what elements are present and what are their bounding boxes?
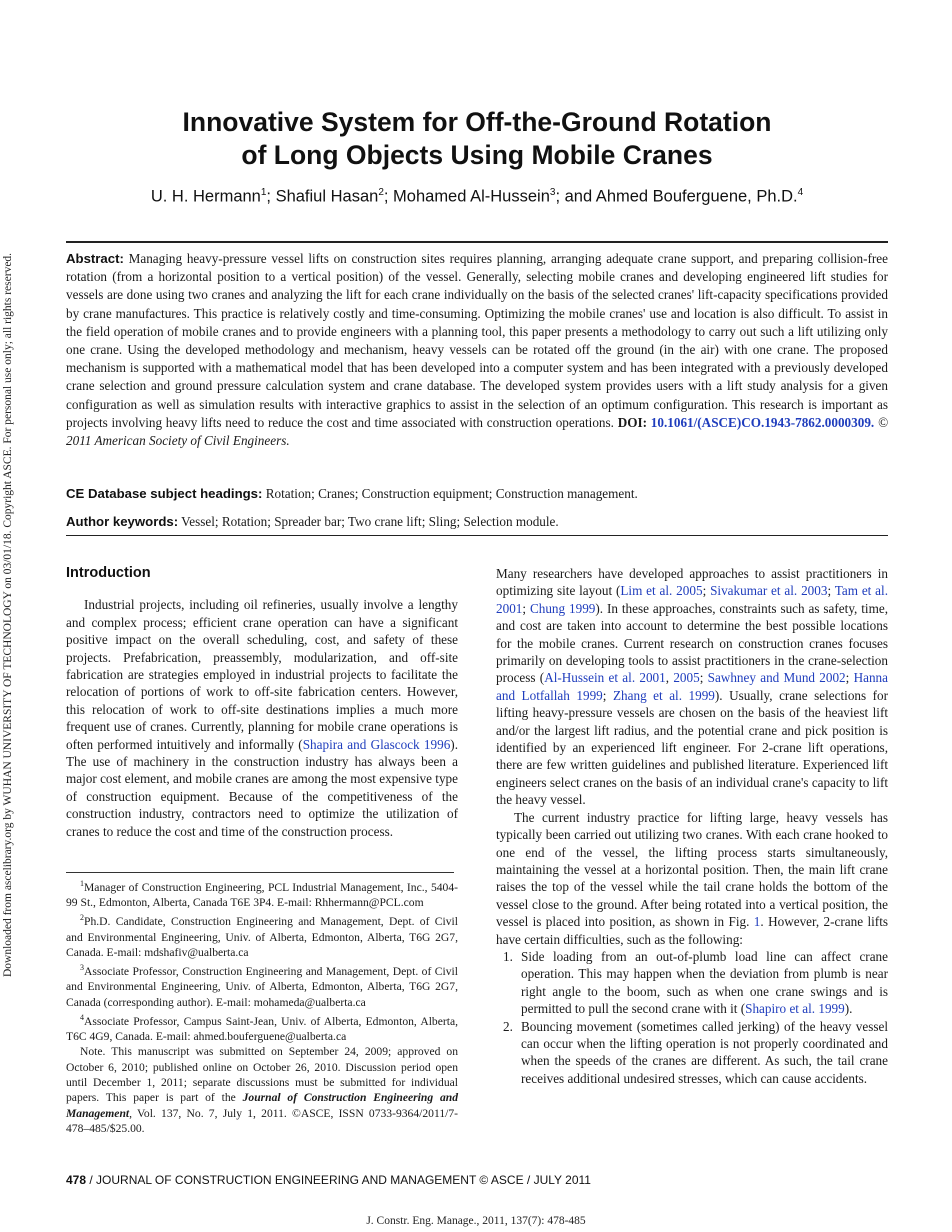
keywords-text: Vessel; Rotation; Spreader bar; Two crane lift; Sling; Selection module. [181, 514, 559, 529]
ref-hanna[interactable]: Hanna and Lotfallah 1999 [496, 670, 888, 703]
footnote-4-num: 4 [80, 1012, 84, 1022]
author-3: ; Mohamed Al-Hussein [383, 187, 550, 206]
abstract-bottom-rule [66, 535, 888, 536]
right-paragraph-1 [496, 565, 888, 809]
footnotes [66, 876, 458, 1136]
ref-shapira-glascock[interactable]: Shapira and Glascock 1996 [302, 736, 451, 752]
introduction-heading: Introduction [66, 565, 151, 581]
right-p1-text-1: Many researchers have developed approaches to assist practitioners in optimizing site layout ( [496, 566, 888, 599]
note-journal: Journal of Construction Engineering and Management [66, 1091, 458, 1120]
list-item [496, 948, 888, 1018]
right-p1-text-3: ). Usually, crane selections for lifting heavy-pressure vessels are chosen on the basis of the heaviest lift and/or the largest lift radius, and the potential crane and pick position is identified by an experienced lift engineer. For 2-crane lift operations, there are few written guidelines and published literature. Experienced lift engineers select cranes on the basis of an individual crane's capacity to lift the heavy vessel. [496, 687, 889, 808]
ref-figure-1[interactable]: 1 [753, 914, 761, 930]
author-keywords [66, 513, 888, 531]
footnote-3-num: 3 [80, 963, 84, 973]
footnote-1 [66, 876, 458, 910]
footnote-1-text: Manager of Construction Engineering, PCL Industrial Management, Inc., 5404-99 St., Edmonton, Alberta, Canada T6E 3P4. E-mail: Rhhermann@PCL.com [66, 880, 458, 910]
author-4: ; and Ahmed Bouferguene, Ph.D. [555, 187, 798, 206]
sep-4: , [665, 670, 674, 686]
ref-zhang[interactable]: Zhang et al. 1999 [612, 687, 715, 703]
sep-3: ; [522, 600, 530, 616]
footnote-3 [66, 960, 458, 1010]
footnote-1-num: 1 [80, 879, 84, 888]
ref-sawhney[interactable]: Sawhney and Mund 2002 [707, 670, 846, 686]
note-text-a: Note. This manuscript was submitted on September 24, 2009; approved on October 6, 2010; published online on October 26, 2010. Discussion period open until December 1, 2011; separate discussions must be submitted for individual papers. This paper is part of the [66, 1045, 458, 1105]
author-2-affil: 2 [378, 187, 384, 198]
author-2: ; Shafiul Hasan [266, 187, 379, 206]
footnote-3-text: Associate Professor, Construction Engineering and Management, Dept. of Civil and Environmental Engineering, Univ. of Alberta, Edmonton, Alberta, T6G 2G7, Canada (corresponding author). E-mail: mohameda@ualberta.ca [66, 965, 458, 1009]
note-text-b: , Vol. 137, No. 7, July 1, 2011. ©ASCE, ISSN 0733-9364/2011/7-478–485/$25.00. [66, 1106, 458, 1135]
page-number: 478 [66, 1173, 87, 1187]
right-p2-text-b: . However, 2-crane lifts have certain difficulties, such as the following: [496, 914, 888, 947]
ce-headings-label: CE Database subject headings: [66, 486, 263, 501]
intro-text-b: ). The use of machinery in the construction industry has always been a major cost element, and mobile cranes are among the most expensive type of construction equipment. Because of the competitiveness of the construction industry, contractors need to optimize the utilization of cranes to reduce the cost and time of the construction process. [66, 736, 458, 839]
sep-1: ; [702, 583, 711, 599]
download-watermark-text: Downloaded from ascelibrary.org by WUHAN UNIVERSITY OF TECHNOLOGY on 03/01/18. Copyright ASCE. For personal use only; all rights reserved. [2, 252, 14, 978]
article-title [66, 106, 888, 172]
title-line-2: of Long Objects Using Mobile Cranes [241, 140, 713, 170]
running-footer-text: / JOURNAL OF CONSTRUCTION ENGINEERING AND MANAGEMENT © ASCE / JULY 2011 [86, 1173, 591, 1187]
running-footer [66, 1173, 888, 1187]
ref-chung[interactable]: Chung 1999 [529, 600, 596, 616]
submission-note [66, 1044, 458, 1136]
copyright-notice: © 2011 American Society of Civil Engineers. [66, 414, 889, 449]
abstract-label: Abstract: [66, 251, 124, 266]
citation-line: J. Constr. Eng. Manage., 2011, 137(7): 478-485 [366, 1215, 586, 1227]
abstract-top-rule [66, 241, 888, 243]
footnote-rule [66, 872, 454, 873]
right-p1-text-2: ). In these approaches, constraints such as safety, time, and cost are taken into account to determine the best possible locations for the mobile cranes. Current research on construction cranes focuses primarily on developing tools to assist practitioners in the crane-selection process ( [496, 600, 888, 686]
right-column [496, 565, 888, 1087]
ref-sivakumar[interactable]: Sivakumar et al. 2003 [710, 583, 828, 599]
ref-lim[interactable]: Lim et al. 2005 [620, 583, 703, 599]
abstract [66, 250, 888, 450]
right-p2-text-a: The current industry practice for lifting large, heavy vessels has typically been carried out utilizing two cranes. With each crane hooked to one end of the vessel, the lifting process starts simultaneously, maintaining the vessel at a horizontal position. Then, the main lift crane raises the top of the vessel while the tail crane holds the bottom of the vessel close to the ground. After being rotated into a vertical position, the vessel is placed into position, as shown in Fig. [496, 809, 888, 930]
difficulties-list [496, 948, 888, 1087]
footnote-2-num: 2 [80, 913, 84, 923]
sep-2: ; [827, 583, 835, 599]
author-4-affil: 4 [797, 187, 804, 198]
list-item-2-text: Bouncing movement (sometimes called jerking) of the heavy vessel can occur when the lifting operation is not properly coordinated and when the speeds of the cranes are different. As such, the tail crane receives additional undesired stresses, which can cause accidents. [521, 1018, 888, 1086]
author-1-affil: 1 [260, 187, 267, 198]
footnote-4 [66, 1010, 458, 1044]
ce-headings-text: Rotation; Cranes; Construction equipment; Construction management. [265, 486, 638, 501]
right-paragraph-2 [496, 809, 888, 948]
doi-label: DOI: [617, 414, 648, 430]
ref-shapiro[interactable]: Shapiro et al. 1999 [745, 1001, 845, 1017]
doi-link[interactable]: 10.1061/(ASCE)CO.1943-7862.0000309. [650, 414, 875, 430]
list-item [496, 1018, 888, 1088]
footnote-4-text: Associate Professor, Campus Saint-Jean, Univ. of Alberta, Edmonton, Alberta, T6C 4G9, Canada. E-mail: ahmed.bouferguene@ualberta.ca [66, 1014, 458, 1044]
author-1: U. H. Hermann [150, 187, 261, 206]
sep-5: ; [699, 670, 708, 686]
list-item-number: 1. [503, 948, 513, 964]
keywords-label: Author keywords: [66, 514, 179, 529]
list-item-1-text-b: ). [844, 1001, 853, 1017]
download-watermark [2, 220, 16, 1010]
ref-tam[interactable]: Tam et al. 2001 [496, 583, 888, 616]
footnote-2 [66, 910, 458, 960]
left-column [66, 565, 458, 840]
ref-al-hussein-2001[interactable]: Al-Hussein et al. 2001 [544, 670, 666, 686]
author-3-affil: 3 [549, 187, 556, 198]
author-list [66, 187, 888, 207]
intro-text-a: Industrial projects, including oil refineries, usually involve a lengthy and complex process; efficient crane operation can have a significant positive impact on the overall scheduling, cost, and safety of these projects. Prefabrication, preassembly, modularization, and off-site fabrication are strategies employed in industrial projects to facilitate the relocation of portions of work to off-site fabrication centers. However, this relocation of work to off-site destinations implies a much more frequent use of cranes. Currently, planning for mobile crane operations is often performed intuitively and informally ( [66, 597, 458, 752]
list-item-1-text-a: Side loading from an out-of-plumb load line can affect crane operation. This may happen when the deviation from plumb is near right angle to the boom, such as when one crane swings and is permitted to pull the second crane with it ( [521, 948, 888, 1017]
intro-paragraph [66, 596, 458, 840]
sep-7: ; [602, 687, 613, 703]
ref-al-hussein-2005[interactable]: 2005 [673, 670, 700, 686]
ce-subject-headings [66, 485, 888, 503]
title-line-1: Innovative System for Off-the-Ground Rotation [182, 107, 772, 137]
sep-6: ; [845, 670, 854, 686]
abstract-text: Managing heavy-pressure vessel lifts on construction sites requires planning, arranging adequate crane support, and preparing collision-free rotation (from a horizontal position to a vertical position) of the vessel. Generally, selecting mobile cranes and developing engineered lift studies for vessels are done using two cranes and analyzing the lift for each crane individually on the basis of the selected cranes' lift-capacity specifications provided by crane manufactures. This practice is relatively costly and time-consuming. Optimizing the mobile cranes' use and location is also difficult. To assist in the field operation of mobile cranes and to provide engineers with a planning tool, this paper presents a methodology to carry out such a lift utilizing only one crane. Using the developed methodology and mechanism, heavy vessels can be rotated off the ground (in the air) with one crane. The proposed mechanism is supported with a mathematical model that has been developed into a computer system and has been integrated with a previously developed crane selection and ground pressure calculation system and crane database. The developed system provides users with a lift study analysis for a given configuration as well as simulation results with interactive graphics to assist in the selection of an optimum configuration. This research is important as projects involving heavy lifts need to reduce the cost and time associated with construction operations. [66, 251, 888, 430]
footnote-2-text: Ph.D. Candidate, Construction Engineering and Management, Dept. of Civil and Environmental Engineering, Univ. of Alberta, Edmonton, Alberta, T6G 2G7, Canada. E-mail: mdshafiv@ualberta.ca [66, 915, 458, 959]
list-item-number: 2. [503, 1018, 513, 1034]
